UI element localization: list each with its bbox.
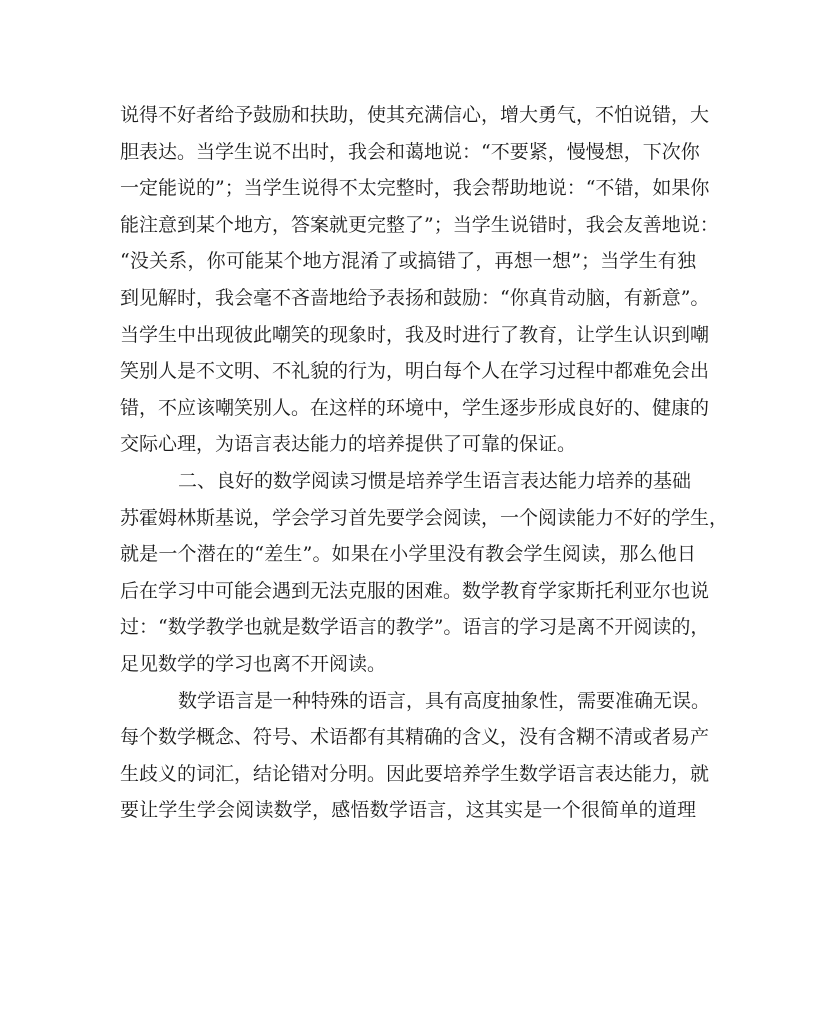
- text-line: 一定能说的”；当学生说得不太完整时，我会帮助地说：“不错，如果你: [120, 177, 710, 200]
- text-line: 错，不应该嘲笑别人。在这样的环境中，学生逐步形成良好的、健康的: [120, 396, 710, 419]
- text-line: 胆表达。当学生说不出时，我会和蔼地说：“不要紧，慢慢想，下次你: [120, 140, 700, 163]
- text-line: 当学生中出现彼此嘲笑的现象时，我及时进行了教育，让学生认识到嘲: [120, 323, 710, 346]
- text-line: 过：“数学教学也就是数学语言的教学”。语言的学习是离不开阅读的，: [120, 616, 710, 639]
- text-line: 数学语言是一种特殊的语言，具有高度抽象性，需要准确无误。: [178, 689, 711, 712]
- text-line: 笑别人是不文明、不礼貌的行为，明白每个人在学习过程中都难免会出: [120, 360, 710, 383]
- text-line: 苏霍姆林斯基说，学会学习首先要学会阅读，一个阅读能力不好的学生，: [120, 506, 729, 529]
- text-line: 后在学习中可能会遇到无法克服的困难。数学教育学家斯托利亚尔也说: [120, 579, 710, 602]
- text-line: 交际心理，为语言表达能力的培养提供了可靠的保证。: [120, 433, 577, 456]
- text-line: 足见数学的学习也离不开阅读。: [120, 652, 387, 675]
- section-heading: 二、良好的数学阅读习惯是培养学生语言表达能力培养的基础: [178, 469, 692, 492]
- text-line: 每个数学概念、符号、术语都有其精确的含义，没有含糊不清或者易产: [120, 726, 710, 749]
- text-line: 就是一个潜在的“差生”。如果在小学里没有教会学生阅读，那么他日: [120, 543, 696, 566]
- text-line: 能注意到某个地方，答案就更完整了”；当学生说错时，我会友善地说：: [120, 213, 719, 236]
- text-line: “没关系，你可能某个地方混淆了或搞错了，再想一想”；当学生有独: [120, 250, 696, 273]
- body-text: [120, 97, 729, 829]
- text-line: 到见解时，我会毫不吝啬地给予表扬和鼓励：“你真肯动脑，有新意”。: [120, 286, 710, 309]
- text-line: 生歧义的词汇，结论错对分明。因此要培养学生数学语言表达能力，就: [120, 762, 710, 785]
- text-line: 要让学生学会阅读数学，感悟数学语言，这其实是一个很简单的道理: [120, 799, 696, 822]
- text-line: 说得不好者给予鼓励和扶助，使其充满信心，增大勇气，不怕说错，大: [120, 104, 710, 126]
